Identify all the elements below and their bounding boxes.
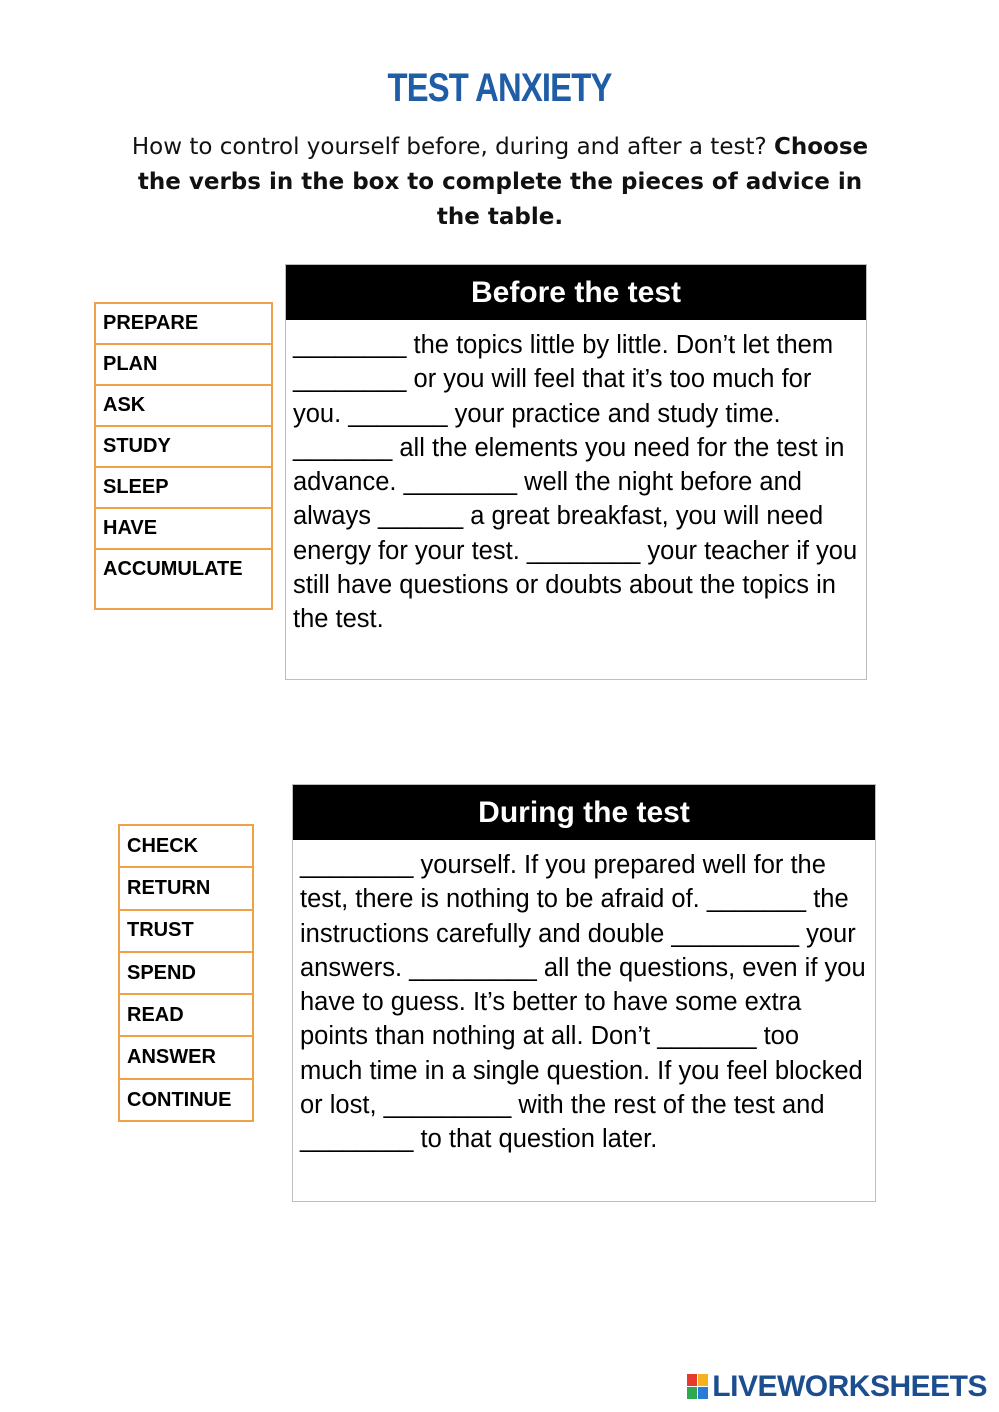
word-box-item[interactable]: HAVE bbox=[96, 509, 271, 550]
instructions-bold: Choose the verbs in the box to complete the pieces of advice in the table. bbox=[137, 134, 869, 230]
word-box-before bbox=[94, 302, 273, 610]
word-box-item[interactable]: RETURN bbox=[120, 868, 252, 910]
instructions-normal: How to control yourself before, during and after a test? bbox=[131, 134, 774, 160]
logo-text: LIVEWORKSHEETS bbox=[712, 1370, 987, 1403]
word-box-during bbox=[118, 824, 254, 1122]
word-box-item[interactable]: ASK bbox=[96, 386, 271, 427]
word-box-item[interactable]: ANSWER bbox=[120, 1037, 252, 1079]
word-box-item[interactable]: PLAN bbox=[96, 345, 271, 386]
logo-square-blue bbox=[698, 1387, 708, 1399]
word-box-item[interactable]: CONTINUE bbox=[127, 1089, 232, 1112]
advice-heading: During the test bbox=[293, 785, 875, 840]
advice-table-during bbox=[292, 784, 876, 1202]
instructions bbox=[120, 130, 880, 235]
word-box-item[interactable]: SLEEP bbox=[96, 468, 271, 509]
logo-square-yellow bbox=[698, 1374, 708, 1386]
page-title: TEST ANXIETY bbox=[387, 66, 612, 110]
logo-square-red bbox=[687, 1374, 697, 1386]
logo-mark-icon bbox=[687, 1374, 709, 1400]
advice-text: ________ yourself. If you prepared well for the test, there is nothing to be afraid of. _______ the instructions carefully and double _________ your answers. _________ all the questions, even if you have to guess. It’s better to have some extra points than nothing at all. Don’t _______ too much time in a single question. If you feel blocked or lost, _________ with the rest of the test and ________ to that question later. bbox=[300, 851, 866, 1154]
word-box-item[interactable]: SPEND bbox=[120, 953, 252, 995]
word-box-item[interactable]: CHECK bbox=[120, 826, 252, 868]
word-box-item[interactable]: TRUST bbox=[120, 911, 252, 953]
liveworksheets-logo[interactable] bbox=[687, 1370, 987, 1404]
logo-square-green bbox=[687, 1387, 697, 1399]
advice-heading: Before the test bbox=[286, 265, 866, 320]
advice-text: ________ the topics little by little. Don’t let them ________ or you will feel that it’s too much for you. _______ your practice and study time. _______ all the elements you need for the test in advance. ________ well the night before and always ______ a great breakfast, you will need energy for your test. ________ your teacher if you still have questions or doubts about the topics in the test. bbox=[293, 331, 858, 634]
word-box-item[interactable]: READ bbox=[120, 995, 252, 1037]
advice-table-before bbox=[285, 264, 867, 680]
word-box-item[interactable]: STUDY bbox=[96, 427, 271, 468]
word-box-item[interactable]: ACCUMULATE bbox=[103, 558, 243, 580]
word-box-item[interactable]: PREPARE bbox=[96, 304, 271, 345]
